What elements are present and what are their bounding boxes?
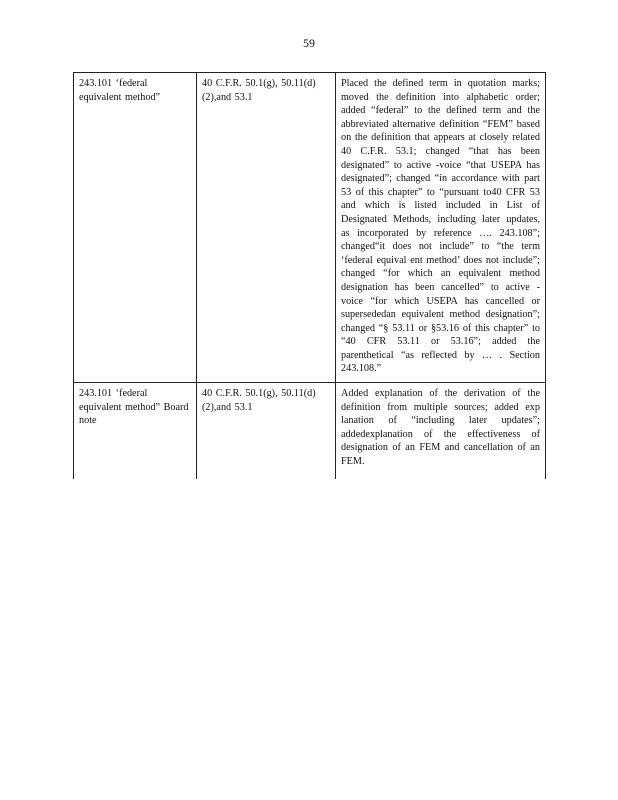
page-number: 59 [303,36,315,50]
table-row [74,383,546,480]
revision-text: Placed the defined term in quotation marks; moved the definition into alphabetic order; added “federal” to the defined term and the abbreviated alternative definition “FEM” based on the definition that appears at closely related 40 C.F.R. 53.1; changed “that has been designated” to active -voice “that USEPA has designated”; changed “in accordance with part 53 of this chapter” to “pursuant to40 CFR 53 and which is listed included in List of Designated Methods, including later updates, as incorporated by reference …. 243.108”; changed“it does not include” to “the term ‘federal equival ent method’ does not include”; changed “for which an equivalent method designation has been cancelled” to active - voice “for which USEPA has cancelled or supersededan equivalent method designation”; changed “§ 53.11 or §53.16 of this chapter” to “40 CFR 53.11 or 53.16”; added the parenthetical “as reflected by … . Section 243.108.” [341,78,544,375]
revision-text: Added explanation of the derivation of the definition from multiple sources; added exp lanation of “including later updates”; addedexplanation of the effectiveness of designation of an FEM and cancellation of an FEM. [341,388,544,468]
source-cell [197,383,336,480]
source-text: 40 C.F.R. 50.1(g), 50.11(d)(2),and 53.1 [202,388,316,413]
source-cell [197,73,336,383]
section-text: 243.101 ‘federal equivalent method” [79,78,161,103]
revision-table [73,72,546,479]
source-text: 40 C.F.R. 50.1(g), 50.11(d)(2),and 53.1 [202,78,316,103]
section-cell [74,383,197,480]
section-text: 243.101 ‘federal equivalent method” Board note [79,388,193,427]
section-cell [74,73,197,383]
table-row [74,73,546,383]
revision-cell [336,73,546,383]
revision-cell [336,383,546,480]
